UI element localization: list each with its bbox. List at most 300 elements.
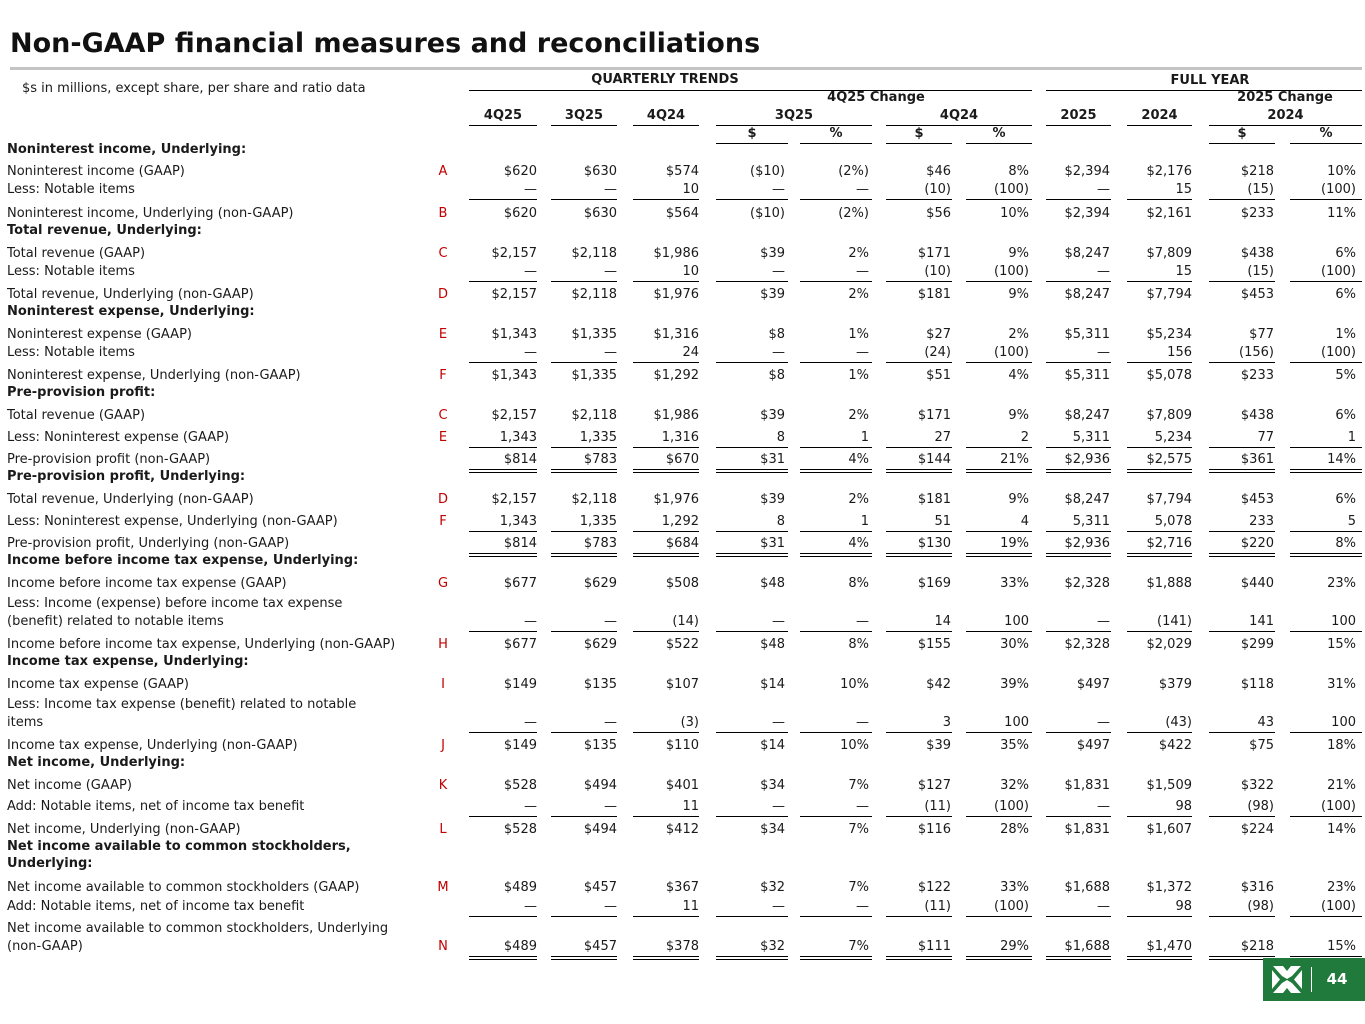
table-cell: $564 <box>665 206 699 221</box>
table-cell: (100) <box>1321 345 1356 360</box>
total-double-rule <box>469 553 537 557</box>
table-cell: — <box>524 715 537 730</box>
table-cell: $39 <box>760 492 785 507</box>
row-reference: I <box>441 677 445 692</box>
table-cell: $111 <box>917 939 951 954</box>
table-cell: $56 <box>926 206 951 221</box>
table-cell: — <box>524 799 537 814</box>
subtotal-rule <box>633 281 699 282</box>
total-double-rule <box>1209 469 1275 473</box>
row-label: Total revenue, Underlying (non-GAAP) <box>7 287 254 302</box>
table-cell: (100) <box>1321 799 1356 814</box>
table-cell: 5,311 <box>1072 430 1110 445</box>
subtotal-rule <box>716 362 788 363</box>
row-label: Income before income tax expense, Underlying (non-GAAP) <box>7 637 396 652</box>
table-cell: (100) <box>1321 182 1356 197</box>
row-label: (non-GAAP) <box>7 939 83 954</box>
subtotal-rule <box>1046 362 1111 363</box>
table-cell: (100) <box>994 899 1029 914</box>
table-cell: 3 <box>942 715 951 730</box>
subtotal-rule <box>716 916 788 917</box>
table-cell: — <box>604 345 617 360</box>
table-cell: 11 <box>682 899 699 914</box>
subtotal-rule <box>716 199 788 200</box>
subtotal-rule <box>886 362 952 363</box>
table-cell: (11) <box>924 899 951 914</box>
subtotal-rule <box>469 362 537 363</box>
total-double-rule <box>469 956 537 960</box>
row-label: Noninterest income, Underlying (non-GAAP) <box>7 206 294 221</box>
table-cell: 7% <box>848 880 869 895</box>
table-cell: — <box>604 182 617 197</box>
table-cell: — <box>856 899 869 914</box>
table-cell: $75 <box>1249 738 1274 753</box>
table-cell: $14 <box>760 677 785 692</box>
table-cell: $135 <box>583 738 617 753</box>
table-cell: $42 <box>926 677 951 692</box>
subtotal-rule <box>716 816 788 817</box>
table-cell: 6% <box>1335 287 1356 302</box>
subtotal-rule <box>1046 916 1111 917</box>
subtotal-rule <box>1127 281 1192 282</box>
table-cell: — <box>1097 799 1110 814</box>
table-cell: (3) <box>680 715 699 730</box>
table-cell: 1,316 <box>661 430 699 445</box>
row-label: Income before income tax expense (GAAP) <box>7 576 287 591</box>
table-cell: 5 <box>1347 514 1356 529</box>
table-cell: $233 <box>1240 206 1274 221</box>
table-cell: $677 <box>503 637 537 652</box>
row-label: Net income available to common stockholders, Underlying <box>7 921 389 936</box>
row-reference: F <box>439 368 447 383</box>
table-cell: $1,292 <box>653 368 699 383</box>
table-cell: $48 <box>760 637 785 652</box>
subtotal-rule <box>1127 531 1192 532</box>
table-cell: 1,343 <box>499 514 537 529</box>
row-label: Noninterest expense, Underlying (non-GAAP) <box>7 368 301 383</box>
table-cell: $1,343 <box>491 327 537 342</box>
subtotal-rule <box>800 199 872 200</box>
table-cell: — <box>772 614 785 629</box>
column-header: 4Q24 <box>939 108 979 123</box>
table-cell: $8 <box>768 327 785 342</box>
table-cell: — <box>604 264 617 279</box>
subtotal-rule <box>551 916 617 917</box>
footer-badge <box>1263 958 1365 1001</box>
total-double-rule <box>966 956 1032 960</box>
subtotal-rule <box>551 199 617 200</box>
column-header-rule <box>633 125 699 126</box>
table-cell: 15% <box>1327 939 1356 954</box>
table-cell: $1,343 <box>491 368 537 383</box>
table-cell: 10% <box>1000 206 1029 221</box>
subtotal-rule <box>800 447 872 448</box>
table-cell: $155 <box>917 637 951 652</box>
table-cell: $522 <box>665 637 699 652</box>
table-cell: $233 <box>1240 368 1274 383</box>
table-cell: $783 <box>583 536 617 551</box>
table-cell: 5% <box>1335 368 1356 383</box>
subtotal-rule <box>886 631 952 632</box>
table-cell: $39 <box>926 738 951 753</box>
row-label: Total revenue (GAAP) <box>7 408 146 423</box>
table-cell: 39% <box>1000 677 1029 692</box>
table-cell: 7% <box>848 939 869 954</box>
table-cell: 18% <box>1327 738 1356 753</box>
table-cell: 2% <box>848 246 869 261</box>
column-header-rule <box>1127 125 1192 126</box>
table-cell: — <box>772 899 785 914</box>
row-label: Income tax expense, Underlying (non-GAAP) <box>7 738 298 753</box>
table-cell: $438 <box>1240 246 1274 261</box>
table-cell: — <box>524 264 537 279</box>
table-cell: $528 <box>503 778 537 793</box>
table-cell: $51 <box>926 368 951 383</box>
row-label: Less: Income (expense) before income tax expense <box>7 596 343 611</box>
section-heading: Total revenue, Underlying: <box>7 223 202 238</box>
table-cell: $457 <box>583 880 617 895</box>
subtotal-rule <box>469 816 537 817</box>
column-subheader: $ <box>747 126 757 141</box>
table-cell: ($10) <box>750 206 785 221</box>
table-cell: $814 <box>503 452 537 467</box>
subtotal-rule <box>633 447 699 448</box>
table-cell: (43) <box>1165 715 1192 730</box>
table-cell: 7% <box>848 822 869 837</box>
section-heading: Income tax expense, Underlying: <box>7 654 249 669</box>
row-reference: N <box>438 939 448 954</box>
subtotal-rule <box>1046 732 1111 733</box>
column-header: 3Q25 <box>564 108 604 123</box>
subheader-rule <box>1209 143 1275 144</box>
table-cell: $144 <box>917 452 951 467</box>
subtotal-rule <box>800 631 872 632</box>
table-cell: (141) <box>1157 614 1192 629</box>
table-cell: 8 <box>776 430 785 445</box>
table-cell: — <box>1097 715 1110 730</box>
table-cell: $2,118 <box>571 287 617 302</box>
table-cell: — <box>856 182 869 197</box>
subtotal-rule <box>1209 531 1275 532</box>
table-cell: 6% <box>1335 492 1356 507</box>
subtotal-rule <box>1290 916 1362 917</box>
subtotal-rule <box>800 916 872 917</box>
subtotal-rule <box>633 916 699 917</box>
table-cell: 100 <box>1004 614 1029 629</box>
subtotal-rule <box>886 281 952 282</box>
subtotal-rule <box>1290 816 1362 817</box>
column-header-rule <box>886 125 1032 126</box>
table-cell: — <box>604 715 617 730</box>
table-cell: $2,118 <box>571 246 617 261</box>
header-4q25-change: 4Q25 Change <box>827 90 925 105</box>
table-cell: 2 <box>1020 430 1029 445</box>
table-cell: $48 <box>760 576 785 591</box>
table-cell: $2,157 <box>491 408 537 423</box>
table-cell: (156) <box>1239 345 1274 360</box>
subtotal-rule <box>1127 362 1192 363</box>
subtotal-rule <box>800 732 872 733</box>
total-double-rule <box>469 469 537 473</box>
table-cell: — <box>524 614 537 629</box>
table-cell: 8 <box>776 514 785 529</box>
table-cell: $2,716 <box>1146 536 1192 551</box>
total-double-rule <box>1127 956 1192 960</box>
total-double-rule <box>551 956 617 960</box>
subtotal-rule <box>469 631 537 632</box>
subtotal-rule <box>966 362 1032 363</box>
subtotal-rule <box>886 816 952 817</box>
table-cell: $218 <box>1240 939 1274 954</box>
table-cell: 100 <box>1331 715 1356 730</box>
table-cell: (98) <box>1247 799 1274 814</box>
table-cell: 23% <box>1327 576 1356 591</box>
table-cell: 10 <box>682 264 699 279</box>
table-cell: $814 <box>503 536 537 551</box>
table-cell: $620 <box>503 164 537 179</box>
table-cell: 27 <box>934 430 951 445</box>
subtotal-rule <box>551 816 617 817</box>
table-cell: $5,078 <box>1146 368 1192 383</box>
row-reference: C <box>438 246 448 261</box>
table-cell: — <box>604 614 617 629</box>
table-cell: $171 <box>917 246 951 261</box>
table-cell: 8% <box>848 576 869 591</box>
subtotal-rule <box>1290 281 1362 282</box>
table-cell: $322 <box>1240 778 1274 793</box>
subheader-rule <box>800 143 872 144</box>
table-cell: $2,328 <box>1064 576 1110 591</box>
row-label: Less: Notable items <box>7 182 135 197</box>
table-cell: — <box>1097 264 1110 279</box>
row-label: Less: Income tax expense (benefit) related to notable <box>7 697 357 712</box>
table-cell: (15) <box>1247 182 1274 197</box>
total-double-rule <box>551 553 617 557</box>
column-subheader: $ <box>914 126 924 141</box>
table-cell: $630 <box>583 164 617 179</box>
table-cell: $31 <box>760 536 785 551</box>
table-cell: $367 <box>665 880 699 895</box>
subtotal-rule <box>633 199 699 200</box>
subtotal-rule <box>469 281 537 282</box>
row-reference: J <box>441 738 445 753</box>
table-cell: 30% <box>1000 637 1029 652</box>
table-cell: 7% <box>848 778 869 793</box>
subtotal-rule <box>469 916 537 917</box>
subtotal-rule <box>1209 732 1275 733</box>
column-header-rule <box>551 125 617 126</box>
subtotal-rule <box>469 199 537 200</box>
subtotal-rule <box>716 281 788 282</box>
table-cell: (98) <box>1247 899 1274 914</box>
row-reference: H <box>438 637 448 652</box>
table-cell: $401 <box>665 778 699 793</box>
subtotal-rule <box>1290 531 1362 532</box>
table-cell: (10) <box>924 182 951 197</box>
table-cell: — <box>856 715 869 730</box>
table-cell: $1,607 <box>1146 822 1192 837</box>
table-cell: $497 <box>1076 677 1110 692</box>
table-cell: 29% <box>1000 939 1029 954</box>
subtotal-rule <box>1127 816 1192 817</box>
table-cell: 1 <box>860 430 869 445</box>
table-cell: 1% <box>1335 327 1356 342</box>
table-cell: $2,029 <box>1146 637 1192 652</box>
total-double-rule <box>800 553 872 557</box>
table-cell: $1,986 <box>653 246 699 261</box>
table-cell: $422 <box>1158 738 1192 753</box>
table-cell: $2,118 <box>571 492 617 507</box>
table-cell: — <box>1097 899 1110 914</box>
row-label: items <box>7 715 44 730</box>
total-double-rule <box>716 956 788 960</box>
total-double-rule <box>1127 469 1192 473</box>
subtotal-rule <box>1127 447 1192 448</box>
table-cell: $31 <box>760 452 785 467</box>
table-cell: — <box>524 899 537 914</box>
subtotal-rule <box>1127 732 1192 733</box>
table-cell: $127 <box>917 778 951 793</box>
subtotal-rule <box>551 362 617 363</box>
table-cell: — <box>1097 345 1110 360</box>
table-cell: (100) <box>994 345 1029 360</box>
table-cell: $32 <box>760 880 785 895</box>
table-cell: 8% <box>1335 536 1356 551</box>
subtotal-rule <box>800 531 872 532</box>
table-cell: $494 <box>583 778 617 793</box>
row-reference: E <box>438 327 448 342</box>
subtotal-rule <box>1046 447 1111 448</box>
table-cell: $1,335 <box>571 327 617 342</box>
table-cell: $8,247 <box>1064 408 1110 423</box>
table-cell: (10) <box>924 264 951 279</box>
table-cell: 11% <box>1327 206 1356 221</box>
subtotal-rule <box>1046 631 1111 632</box>
table-cell: (100) <box>994 182 1029 197</box>
subtotal-rule <box>633 816 699 817</box>
subheader-rule <box>716 143 788 144</box>
table-cell: $14 <box>760 738 785 753</box>
table-cell: 1 <box>860 514 869 529</box>
table-cell: 4% <box>848 452 869 467</box>
table-cell: $39 <box>760 246 785 261</box>
table-cell: $1,888 <box>1146 576 1192 591</box>
subtotal-rule <box>1127 631 1192 632</box>
subtotal-rule <box>1290 447 1362 448</box>
subtotal-rule <box>966 447 1032 448</box>
subtotal-rule <box>551 631 617 632</box>
table-cell: 2% <box>1008 327 1029 342</box>
table-cell: 6% <box>1335 246 1356 261</box>
row-label: Net income (GAAP) <box>7 778 132 793</box>
section-heading: Pre-provision profit, Underlying: <box>7 469 246 484</box>
table-cell: $2,575 <box>1146 452 1192 467</box>
table-cell: $218 <box>1240 164 1274 179</box>
total-double-rule <box>966 553 1032 557</box>
row-reference: M <box>437 880 449 895</box>
table-cell: 11 <box>682 799 699 814</box>
table-cell: $5,311 <box>1064 368 1110 383</box>
table-cell: $453 <box>1240 492 1274 507</box>
table-cell: $7,794 <box>1146 492 1192 507</box>
subtotal-rule <box>633 362 699 363</box>
table-cell: $39 <box>760 287 785 302</box>
row-reference: C <box>438 408 448 423</box>
section-heading: Noninterest expense, Underlying: <box>7 304 255 319</box>
subtotal-rule <box>966 531 1032 532</box>
subtotal-rule <box>1209 631 1275 632</box>
section-heading: Underlying: <box>7 856 93 871</box>
table-cell: $1,372 <box>1146 880 1192 895</box>
table-cell: $2,157 <box>491 246 537 261</box>
table-cell: $77 <box>1249 327 1274 342</box>
row-label: Net income, Underlying (non-GAAP) <box>7 822 241 837</box>
subtotal-rule <box>551 281 617 282</box>
column-header: 3Q25 <box>774 108 814 123</box>
table-cell: 8% <box>848 637 869 652</box>
table-cell: 15% <box>1327 637 1356 652</box>
table-cell: 8% <box>1008 164 1029 179</box>
table-cell: 4% <box>1008 368 1029 383</box>
subtotal-rule <box>1209 916 1275 917</box>
table-cell: — <box>772 715 785 730</box>
row-label: Net income available to common stockholders (GAAP) <box>7 880 360 895</box>
table-cell: $2,161 <box>1146 206 1192 221</box>
table-cell: 14% <box>1327 822 1356 837</box>
table-cell: $440 <box>1240 576 1274 591</box>
table-cell: $508 <box>665 576 699 591</box>
subtotal-rule <box>1046 281 1111 282</box>
table-cell: $1,986 <box>653 408 699 423</box>
header-2025-change: 2025 Change <box>1237 90 1333 105</box>
table-cell: $34 <box>760 778 785 793</box>
table-cell: $220 <box>1240 536 1274 551</box>
total-double-rule <box>966 469 1032 473</box>
table-cell: $181 <box>917 287 951 302</box>
table-cell: 10% <box>840 677 869 692</box>
table-cell: (2%) <box>838 206 869 221</box>
table-cell: — <box>604 799 617 814</box>
table-cell: $27 <box>926 327 951 342</box>
subheader-rule <box>966 143 1032 144</box>
subtotal-rule <box>1209 816 1275 817</box>
row-reference: K <box>438 778 448 793</box>
subtotal-rule <box>551 732 617 733</box>
table-cell: (15) <box>1247 264 1274 279</box>
table-cell: $39 <box>760 408 785 423</box>
subtotal-rule <box>1290 362 1362 363</box>
row-label: Noninterest expense (GAAP) <box>7 327 192 342</box>
table-cell: $2,118 <box>571 408 617 423</box>
table-cell: $118 <box>1240 677 1274 692</box>
total-double-rule <box>1046 553 1111 557</box>
subtotal-rule <box>1127 199 1192 200</box>
total-double-rule <box>886 956 952 960</box>
subtotal-rule <box>966 732 1032 733</box>
table-cell: $629 <box>583 637 617 652</box>
page-title: Non-GAAP financial measures and reconciliations <box>10 28 761 59</box>
table-cell: 24 <box>682 345 699 360</box>
column-header-rule <box>716 125 872 126</box>
table-cell: $1,509 <box>1146 778 1192 793</box>
column-subheader: % <box>1319 126 1333 141</box>
subtotal-rule <box>1290 631 1362 632</box>
table-cell: $453 <box>1240 287 1274 302</box>
subtotal-rule <box>551 447 617 448</box>
subtotal-rule <box>800 816 872 817</box>
table-cell: $1,335 <box>571 368 617 383</box>
table-cell: 15 <box>1175 264 1192 279</box>
